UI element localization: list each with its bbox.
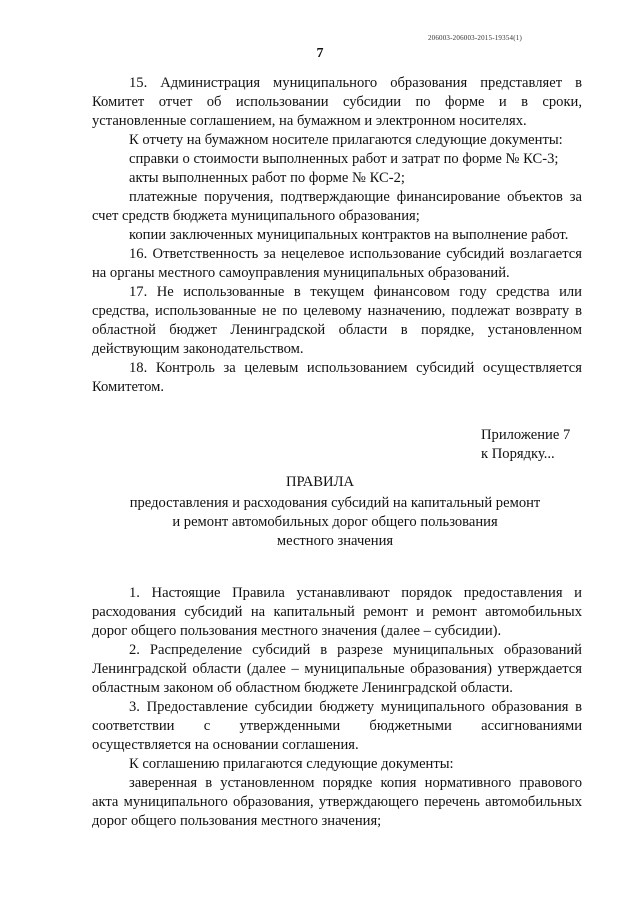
paragraph-18: 18. Контроль за целевым использованием субсидий осуществляется Комитетом. bbox=[92, 360, 582, 395]
report-attachment-item: акты выполненных работ по форме № КС-2; bbox=[129, 170, 405, 186]
report-attachment-item: справки о стоимости выполненных работ и затрат по форме № КС-3; bbox=[129, 151, 559, 167]
section-paragraphs-15-18 bbox=[92, 74, 582, 397]
rules-subtitle-line: местного значения bbox=[276, 533, 394, 549]
paragraph-15: 15. Администрация муниципального образования представляет в Комитет отчет об использовании субсидии по форме и в сроки, установленные соглашением, на бумажном и электронном носителях. bbox=[92, 75, 582, 129]
appendix-line: к Порядку... bbox=[481, 446, 555, 462]
rules-subtitle bbox=[120, 494, 550, 551]
page-number: 7 bbox=[316, 46, 324, 61]
appendix-line: Приложение 7 bbox=[481, 427, 571, 443]
rules-title: ПРАВИЛА bbox=[285, 474, 355, 490]
agreement-attachment-item: заверенная в установленном порядке копия нормативного правового акта муниципального образования, утверждающего перечень автомобильных дорог общего пользования местного значения; bbox=[92, 775, 582, 829]
rules-subtitle-line: предоставления и расходования субсидий на капитальный ремонт bbox=[129, 495, 541, 511]
report-attachment-item: платежные поручения, подтверждающие финансирование объектов за счет средств бюджета муниципального образования; bbox=[92, 189, 582, 224]
document-code: 206003-206003-2015-19354(1) bbox=[427, 34, 522, 42]
report-attachments-intro: К отчету на бумажном носителе прилагаются следующие документы: bbox=[129, 132, 563, 148]
report-attachment-item: копии заключенных муниципальных контрактов на выполнение работ. bbox=[129, 227, 569, 243]
rules-subtitle-line: и ремонт автомобильных дорог общего пользования bbox=[172, 514, 498, 530]
rules-paragraphs bbox=[92, 584, 582, 831]
paragraph-17: 17. Не использованные в текущем финансовом году средства или средства, использованные не по целевому назначению, подлежат возврату в областной бюджет Ленинградской области в порядке, установленном действующим законодательством. bbox=[92, 284, 582, 357]
paragraph-16: 16. Ответственность за нецелевое использование субсидий возлагается на органы местного самоуправления муниципальных образований. bbox=[92, 246, 582, 281]
rules-paragraph-3: 3. Предоставление субсидии бюджету муниципального образования в соответствии с утвержденными бюджетными ассигнованиями осуществляется на основании соглашения. bbox=[92, 699, 582, 753]
rules-paragraph-1: 1. Настоящие Правила устанавливают порядок предоставления и расходования субсидий на капитальный ремонт и ремонт автомобильных дорог общего пользования местного значения (далее – субсидии). bbox=[92, 585, 582, 639]
appendix-reference bbox=[481, 426, 570, 464]
agreement-attachments-intro: К соглашению прилагаются следующие документы: bbox=[129, 756, 454, 772]
rules-paragraph-2: 2. Распределение субсидий в разрезе муниципальных образований Ленинградской области (далее – муниципальные образования) утверждается областным законом об областном бюджете Ленинградской области. bbox=[92, 642, 582, 696]
